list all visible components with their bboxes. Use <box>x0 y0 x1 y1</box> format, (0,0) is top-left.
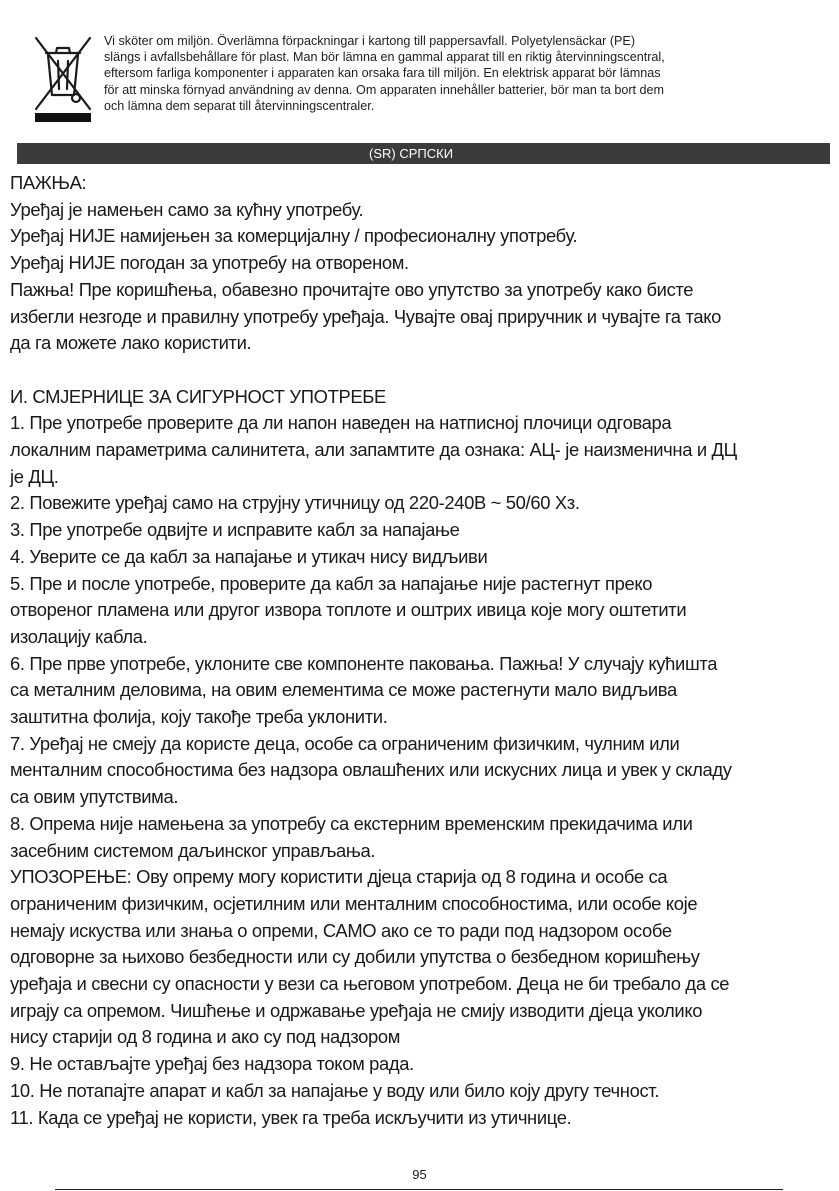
page-number: 95 <box>412 1167 427 1182</box>
language-header-bar <box>17 143 830 164</box>
text-line: ограниченим физичким, осјетилним или менталним способностима, или особе које <box>10 892 698 914</box>
text-line: 10. Не потапајте апарат и кабл за напајање у воду или било коју другу течност. <box>10 1079 660 1101</box>
text-line: засебним системом даљинског управљања. <box>10 839 376 861</box>
text-line: са овим упутствима. <box>10 786 179 808</box>
blank-line <box>10 357 832 384</box>
text-line: менталним способностима без надзора овлашћених или искусних лица и увек у складу <box>10 759 732 781</box>
recycling-notice-line: för att minska förnyad användning av denna. Om apparaten innehåller batterier, bör man ta bort dem <box>104 82 665 97</box>
text-line: Уређај је намењен само за кућну употребу. <box>10 198 364 220</box>
language-header: (SR) СРПСКИ <box>369 146 454 161</box>
recycling-notice-line: Vi sköter om miljön. Överlämna förpackningar i kartong till pappersavfall. Polyetylensäckar (PE) <box>104 34 636 48</box>
recycling-notice-line: slängs i avfallsbehållare för plast. Man bör lämna en gammal apparat till en riktig återvinningscentral, <box>104 50 665 65</box>
text-line: 1. Пре употребе проверите да ли напон наведен на натписној плочици одговара <box>10 412 672 434</box>
text-line: уређаја и свесни су опасности у вези са његовом употребом. Деца не би требало да се <box>10 973 730 995</box>
text-line: изолацију кабла. <box>10 625 148 647</box>
text-line: нису старији од 8 година и ако су под надзором <box>10 1026 401 1048</box>
text-line: 9. Не остављајте уређај без надзора током рада. <box>10 1053 414 1075</box>
text-line: немају искуства или знања о опреми, САМО ако се то ради под надзором особе <box>10 919 672 941</box>
text-line: је ДЦ. <box>10 465 59 487</box>
text-line: 11. Када се уређај не користи, увек га треба искључити из утичнице. <box>10 1106 572 1128</box>
text-line: 3. Пре употребе одвијте и исправите кабл за напајање <box>10 519 460 541</box>
text-line: локалним параметрима салинитета, али запамтите да ознака: АЦ- је наизменична и ДЦ <box>10 439 737 461</box>
text-line: 8. Опрема није намењена за употребу са екстерним временским прекидачима или <box>10 812 693 834</box>
recycling-notice <box>104 33 816 114</box>
text-line: 7. Уређај не смеју да користе деца, особе са ограниченим физичким, чулним или <box>10 732 680 754</box>
section-heading: И. СМЈЕРНИЦЕ ЗА СИГУРНОСТ УПОТРЕБЕ <box>10 385 386 407</box>
text-line: играју са опремом. Чишћење и одржавање уређаја не смију изводити дјеца уколико <box>10 999 703 1021</box>
text-line: Уређај НИЈЕ погодан за употребу на отвореном. <box>10 252 409 274</box>
recycling-notice-line: eftersom farliga komponenter i apparaten kan orsaka fara till miljön. En elektrisk apparat bör lämnas <box>104 66 661 81</box>
text-line: 6. Пре прве употребе, уклоните све компоненте паковања. Пажња! У случају кућишта <box>10 652 718 674</box>
text-line: да га можете лако користити. <box>10 332 252 354</box>
text-line: 4. Уверите се да кабл за напајање и утикач нису видљиви <box>10 545 488 567</box>
text-line: 2. Повежите уређај само на струјну утичницу од 220-240В ~ 50/60 Хз. <box>10 492 580 514</box>
attention-heading: ПАЖЊА: <box>10 172 87 193</box>
text-line: 5. Пре и после употребе, проверите да кабл за напајање није растегнут преко <box>10 572 653 594</box>
text-line: Уређај НИЈЕ намијењен за комерцијалну / професионалну употребу. <box>10 225 578 247</box>
footer-divider <box>55 1189 783 1190</box>
text-line: избегли незгоде и правилну употребу уређаја. Чувајте овај приручник и чувајте га тако <box>10 305 721 327</box>
warning-text-line: УПОЗОРЕЊЕ: Ову опрему могу користити дјеца старија од 8 година и особе са <box>10 866 668 888</box>
text-line: са металним деловима, на овим елементима се може растегнути мало видљива <box>10 679 677 701</box>
safety-instructions <box>10 170 832 1131</box>
text-line: заштитна фолија, коју такође треба уклонити. <box>10 706 388 728</box>
text-line: отвореног пламена или другог извора топлоте и оштрих ивица које могу оштетити <box>10 599 687 621</box>
crossed-out-wheelie-bin-icon <box>32 33 94 123</box>
recycling-notice-line: och lämna dem separat till återvinningscentraler. <box>104 98 375 113</box>
text-line: Пажња! Пре коришћења, обавезно прочитајте ово упутство за употребу како бисте <box>10 278 694 300</box>
text-line: одговорне за њихово безбедности или су добили упутства о безбедном коришћењу <box>10 946 700 968</box>
